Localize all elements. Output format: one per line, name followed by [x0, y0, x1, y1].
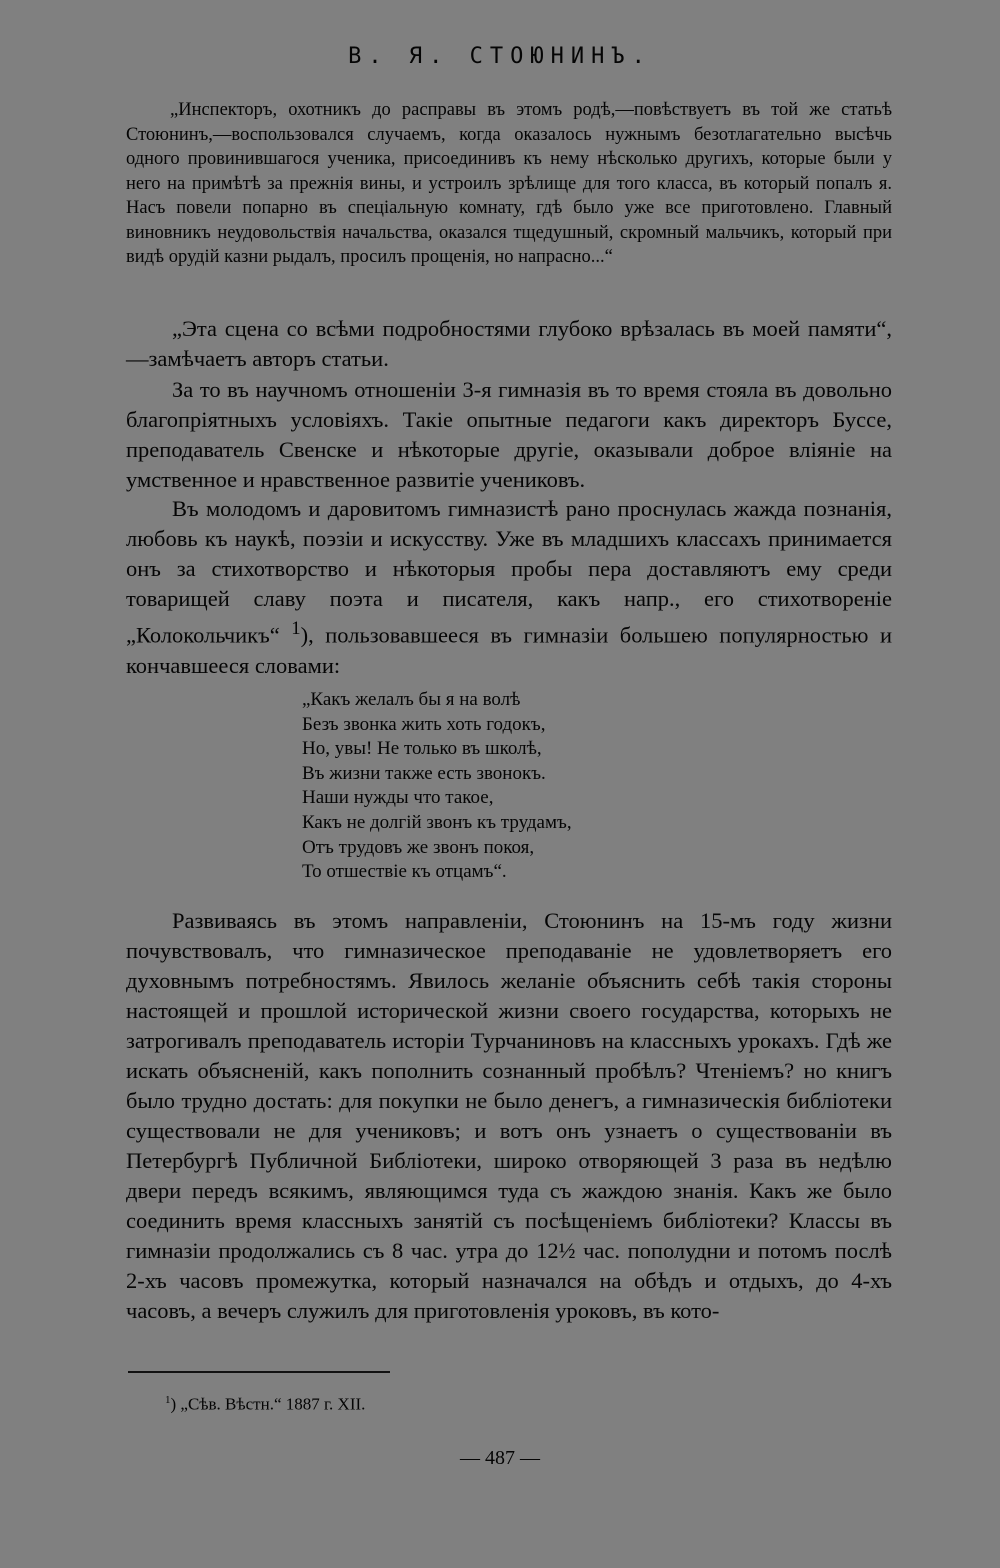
- poem-block: [302, 688, 572, 885]
- footnote-reference: 1: [291, 618, 301, 639]
- page-number: — 487 —: [460, 1447, 540, 1469]
- paragraph-1: [126, 314, 892, 374]
- footnote-text: ) „Сѣв. Вѣстн.“ 1887 г. XII.: [170, 1394, 366, 1414]
- poem-line: Въ жизни также есть звонокъ.: [302, 762, 546, 784]
- paragraph-3-text: [126, 494, 892, 681]
- paragraph-2-text: За то въ научномъ отношеніи 3-я гимназія въ то время стояла въ довольно благопріятныхъ условіяхъ. Такіе опытные педагоги какъ директоръ Буссе, преподаватель Свенске и нѣкоторые другіе, оказывали доброе вліяніе на умственное и нравственное развитіе учениковъ.: [126, 377, 892, 492]
- paragraph-3-before: Въ молодомъ и даровитомъ гимназистѣ рано проснулась жажда познанія, любовь къ наукѣ, поэзіи и искусству. Уже въ младшихъ классахъ принимается онъ за стихотворство и нѣкоторыя пробы пера доставляютъ ему среди товарищей славу поэта и писателя, какъ напр., его стихотвореніе „Колокольчикъ“: [126, 496, 892, 648]
- paragraph-1-text: „Эта сцена со всѣми подробностями глубоко врѣзалась въ моей памяти“,—замѣчаетъ авторъ статьи.: [126, 316, 892, 371]
- running-head: В. Я. СТОЮНИНЪ.: [348, 44, 652, 69]
- paragraph-3: [126, 494, 892, 681]
- poem-line: Наши нужды что такое,: [302, 787, 494, 809]
- block-quote: [126, 98, 892, 270]
- poem-line: Но, увы! Не только въ школѣ,: [302, 738, 542, 760]
- footnote-mark: 1: [165, 1394, 171, 1406]
- paragraph-4-text: Развиваясь въ этомъ направленіи, Стоюнинъ на 15-мъ году жизни почувствовалъ, что гимназическое преподаваніе не удовлетворяетъ его духовнымъ потребностямъ. Явилось желаніе объяснить себѣ такія стороны настоящей и прошлой исторической жизни своего государства, которыхъ не затрогивалъ преподаватель исторіи Турчаниновъ на классныхъ урокахъ. Гдѣ же искать объясненій, какъ пополнить сознанный пробѣлъ? Чтеніемъ? но книгъ было трудно достать: для покупки не было денегъ, а гимназическія библіотеки существовали не для учениковъ; и вотъ онъ узнаетъ о существованіи въ Петербургѣ Публичной Библіотеки, широко отворяющей 3 раза въ недѣлю двери передъ всякимъ, являющимся туда съ жаждою знанія. Какъ же было соединить время классныхъ занятій съ посѣщеніемъ библіотеки? Классы въ гимназіи продолжались съ 8 час. утра до 12½ час. пополудни и потомъ послѣ 2-хъ часовъ промежутка, который назначался на обѣдъ и отдыхъ, до 4-хъ часовъ, а вечеръ служилъ для приготовленія уроковъ, въ кото-: [126, 908, 892, 1323]
- poem-line: Безъ звонка жить хоть годокъ,: [302, 713, 546, 735]
- poem-line: Отъ трудовъ же звонъ покоя,: [302, 836, 535, 858]
- poem-line: То отшествіе къ отцамъ“.: [302, 861, 507, 883]
- quote-paragraph: „Инспекторъ, охотникъ до расправы въ этомъ родѣ,—повѣствуетъ въ той же статьѣ Стоюнинъ,—воспользовался случаемъ, когда оказалось нужнымъ безотлагательно высѣчь одного провинившагося ученика, присоединивъ къ нему нѣсколько другихъ, которые были у него на примѣтѣ за прежнія вины, и устроилъ зрѣлище для того класса, въ который попалъ я. Насъ повели попарно въ спеціальную комнату, гдѣ было уже все приготовлено. Главный виновникъ неудовольствія начальства, оказался тщедушный, скромный мальчикъ, который при видѣ орудій казни рыдалъ, просилъ прощенія, но напрасно...“: [126, 100, 892, 267]
- poem-line: „Какъ желалъ бы я на волѣ: [302, 689, 521, 710]
- paragraph-2: [126, 375, 892, 495]
- poem-line: Какъ не долгій звонъ къ трудамъ,: [302, 811, 572, 833]
- footnote: [165, 1389, 365, 1416]
- paragraph-4: [126, 906, 892, 1326]
- footnote-divider: [128, 1371, 390, 1373]
- paragraph-3-after: ), пользовавшееся въ гимназіи большею популярностью и кончавшееся словами:: [126, 622, 892, 678]
